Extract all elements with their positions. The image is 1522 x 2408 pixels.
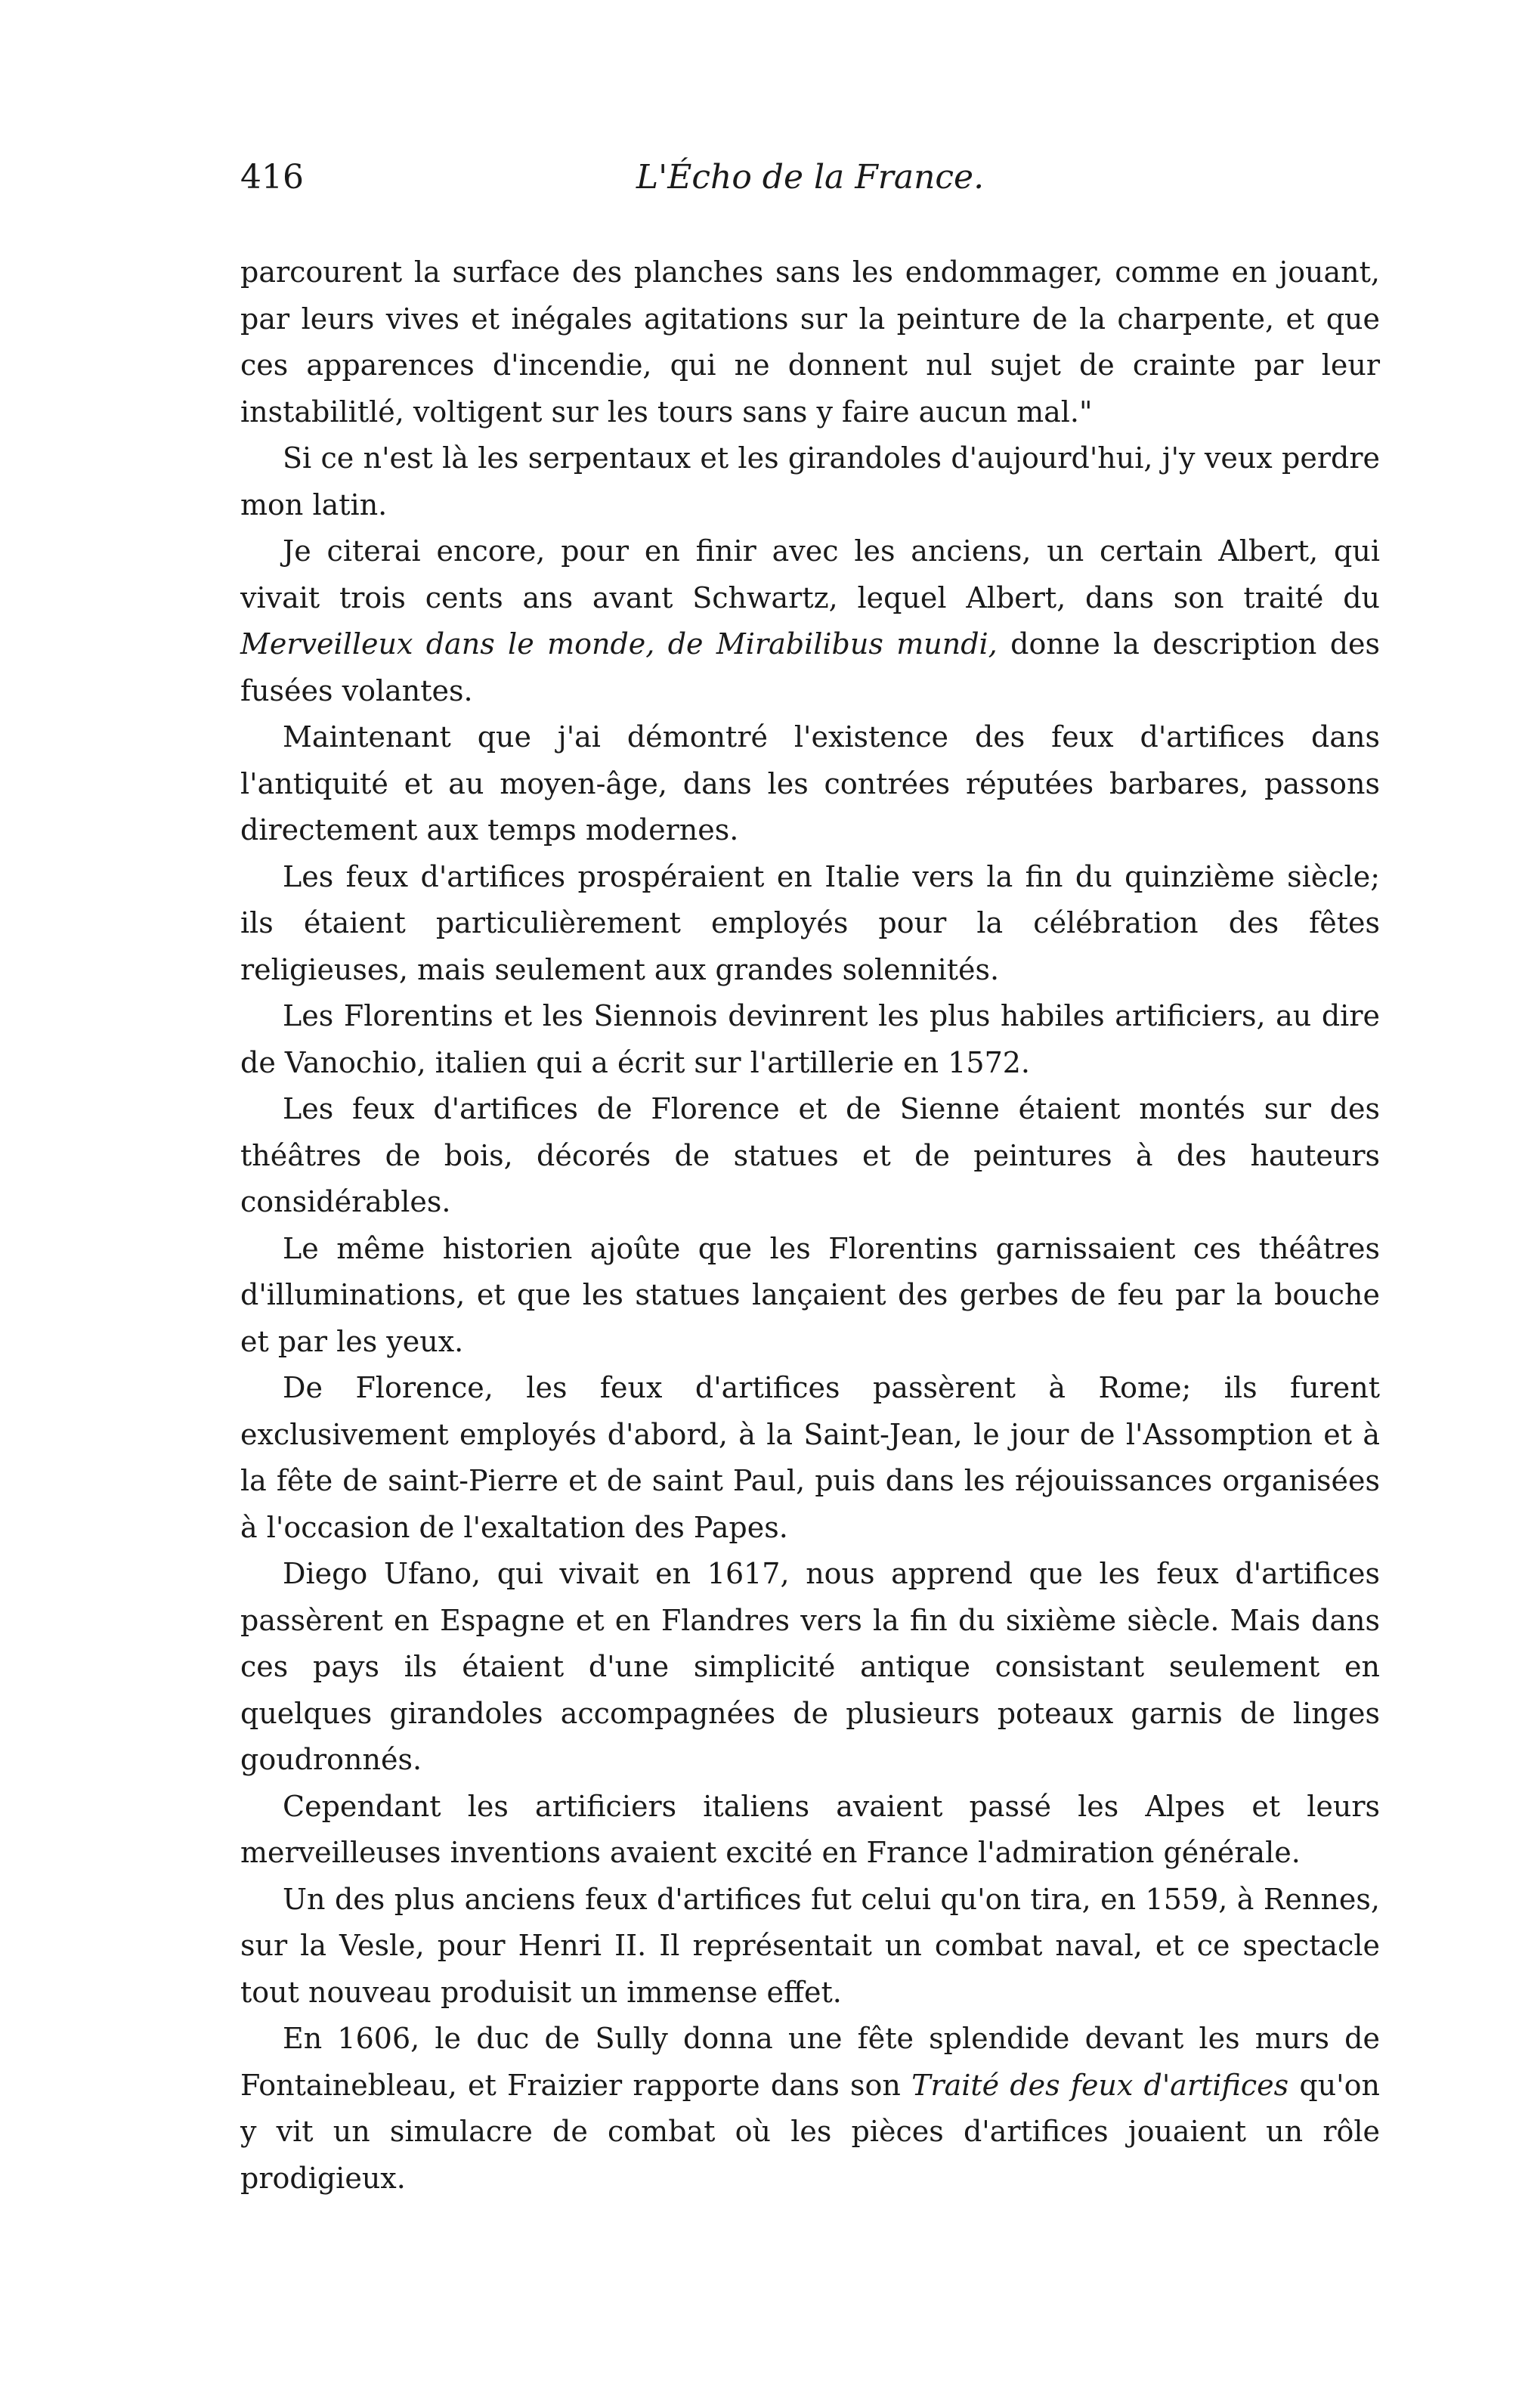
paragraph-12: Un des plus anciens feux d'artifices fut celui qu'on tira, en 1559, à Rennes, sur la Vesle, pour Henri II. Il représentait un combat naval, et ce spectacle tout nouveau produisit un immense effet. [240, 1882, 1380, 2009]
paragraph-10: Diego Ufano, qui vivait en 1617, nous apprend que les feux d'artifices passèrent en Espagne et en Flandres vers la fin du sixième siècle. Mais dans ces pays ils étaient d'une simplicité antique consistant seulement en quelques girandoles accompagnées de plusieurs poteaux garnis de linges goudronnés. [240, 1557, 1380, 1776]
paragraph-13-text-after: qu'on y vit un simulacre de combat où les pièces d'artifices jouaient un rôle prodigieux. [240, 2068, 1380, 2195]
paragraph-1: parcourent la surface des planches sans les endommager, comme en jouant, par leurs vives et inégales agitations sur la peinture de la charpente, et que ces apparences d'incendie, qui ne donnent nul sujet de crainte par leur instabilitlé, voltigent sur les tours sans y faire aucun mal." [240, 255, 1380, 429]
paragraph-9: De Florence, les feux d'artifices passèrent à Rome; ils furent exclusivement employés d'abord, à la Saint-Jean, le jour de l'Assomption et à la fête de saint-Pierre et de saint Paul, puis dans les réjouissances organisées à l'occasion de l'exaltation des Papes. [240, 1371, 1380, 1544]
running-head [240, 155, 1380, 208]
paragraph-13-text-before: En 1606, le duc de Sully donna une fête splendide devant les murs de Fontainebleau, et Fraizier rapporte dans son [240, 2022, 1380, 2102]
body-text [240, 249, 1380, 2202]
paragraph-4: Maintenant que j'ai démontré l'existence des feux d'artifices dans l'antiquité et au moyen-âge, dans les contrées réputées barbares, passons directement aux temps modernes. [240, 720, 1380, 847]
page-number: 416 [240, 158, 304, 197]
paragraph-3-text-before: Je citerai encore, pour en finir avec les anciens, un certain Albert, qui vivait trois cents ans avant Schwartz, lequel Albert, dans son traité du [240, 534, 1380, 614]
book-title-traite: Traité des feux d'artifices [911, 2068, 1289, 2102]
paragraph-3 [240, 528, 1380, 714]
paragraph-3-text-after: donne la description des fusées volantes. [240, 627, 1381, 707]
paragraph-2: Si ce n'est là les serpentaux et les girandoles d'aujourd'hui, j'y veux perdre mon latin. [240, 441, 1380, 522]
paragraph-8: Le même historien ajoûte que les Florentins garnissaient ces théâtres d'illuminations, et que les statues lançaient des gerbes de feu par la bouche et par les yeux. [240, 1231, 1380, 1358]
book-title-merveilleux: Merveilleux dans le monde, de Mirabilibus mundi, [240, 627, 998, 661]
paragraph-5: Les feux d'artifices prospéraient en Italie vers la fin du quinzième siècle; ils étaient particulièrement employés pour la célébration des fêtes religieuses, mais seulement aux grandes solennités. [240, 859, 1380, 986]
paragraph-6: Les Florentins et les Siennois devinrent les plus habiles artificiers, au dire de Vanochio, italien qui a écrit sur l'artillerie en 1572. [240, 999, 1380, 1079]
paragraph-13 [240, 2016, 1380, 2202]
running-title: L'Écho de la France. [636, 158, 985, 197]
paragraph-11: Cependant les artificiers italiens avaient passé les Alpes et leurs merveilleuses inventions avaient excité en France l'admiration générale. [240, 1789, 1380, 1869]
paragraph-7: Les feux d'artifices de Florence et de Sienne étaient montés sur des théâtres de bois, décorés de statues et de peintures à des hauteurs considérables. [240, 1092, 1380, 1218]
